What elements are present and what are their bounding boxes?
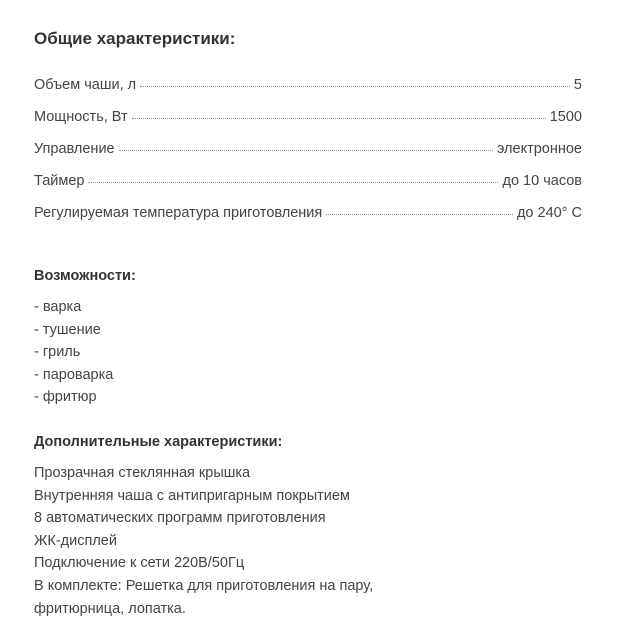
general-specs-title: Общие характеристики: — [34, 29, 236, 48]
general-specs-list — [34, 73, 582, 233]
extra-item: ЖК-дисплей — [34, 532, 117, 549]
spec-name: Таймер — [34, 173, 85, 189]
feature-item: - пароварка — [34, 366, 114, 383]
spec-value: 1500 — [549, 109, 582, 125]
spec-name: Управление — [34, 141, 115, 157]
extra-specs-title: Дополнительные характеристики: — [34, 434, 283, 450]
feature-item: - тушение — [34, 321, 101, 338]
features-title: Возможности: — [34, 268, 136, 284]
extra-item: Внутренняя чаша с антипригарным покрытием — [34, 487, 350, 504]
feature-item: - варка — [34, 299, 82, 315]
spec-value: электронное — [496, 141, 582, 157]
spec-row-bowl-volume — [34, 73, 582, 105]
spec-row-power — [34, 105, 582, 137]
spec-name: Регулируемая температура приготовления — [34, 205, 323, 221]
dotted-leader — [119, 150, 493, 151]
spec-row-control — [34, 137, 582, 169]
features-list — [34, 296, 113, 409]
spec-row-timer — [34, 169, 582, 201]
dotted-leader — [132, 118, 546, 119]
dotted-leader — [88, 182, 498, 183]
dotted-leader — [140, 86, 570, 87]
spec-value: 5 — [573, 77, 582, 93]
spec-name: Объем чаши, л — [34, 77, 137, 93]
spec-name: Мощность, Вт — [34, 109, 128, 125]
extra-item: фритюрница, лопатка. — [34, 600, 186, 617]
extra-item: 8 автоматических программ приготовления — [34, 510, 326, 527]
spec-row-temperature — [34, 201, 582, 233]
extra-item: Подключение к сети 220В/50Гц — [34, 555, 245, 572]
spec-value: до 240° С — [516, 205, 582, 221]
extra-item: В комплекте: Решетка для приготовления на пару, — [34, 577, 374, 594]
feature-item: - фритюр — [34, 389, 97, 406]
extra-specs-list — [34, 462, 373, 620]
dotted-leader — [326, 214, 513, 215]
feature-item: - гриль — [34, 344, 81, 361]
spec-value: до 10 часов — [502, 173, 582, 189]
extra-item: Прозрачная стеклянная крышка — [34, 465, 251, 481]
